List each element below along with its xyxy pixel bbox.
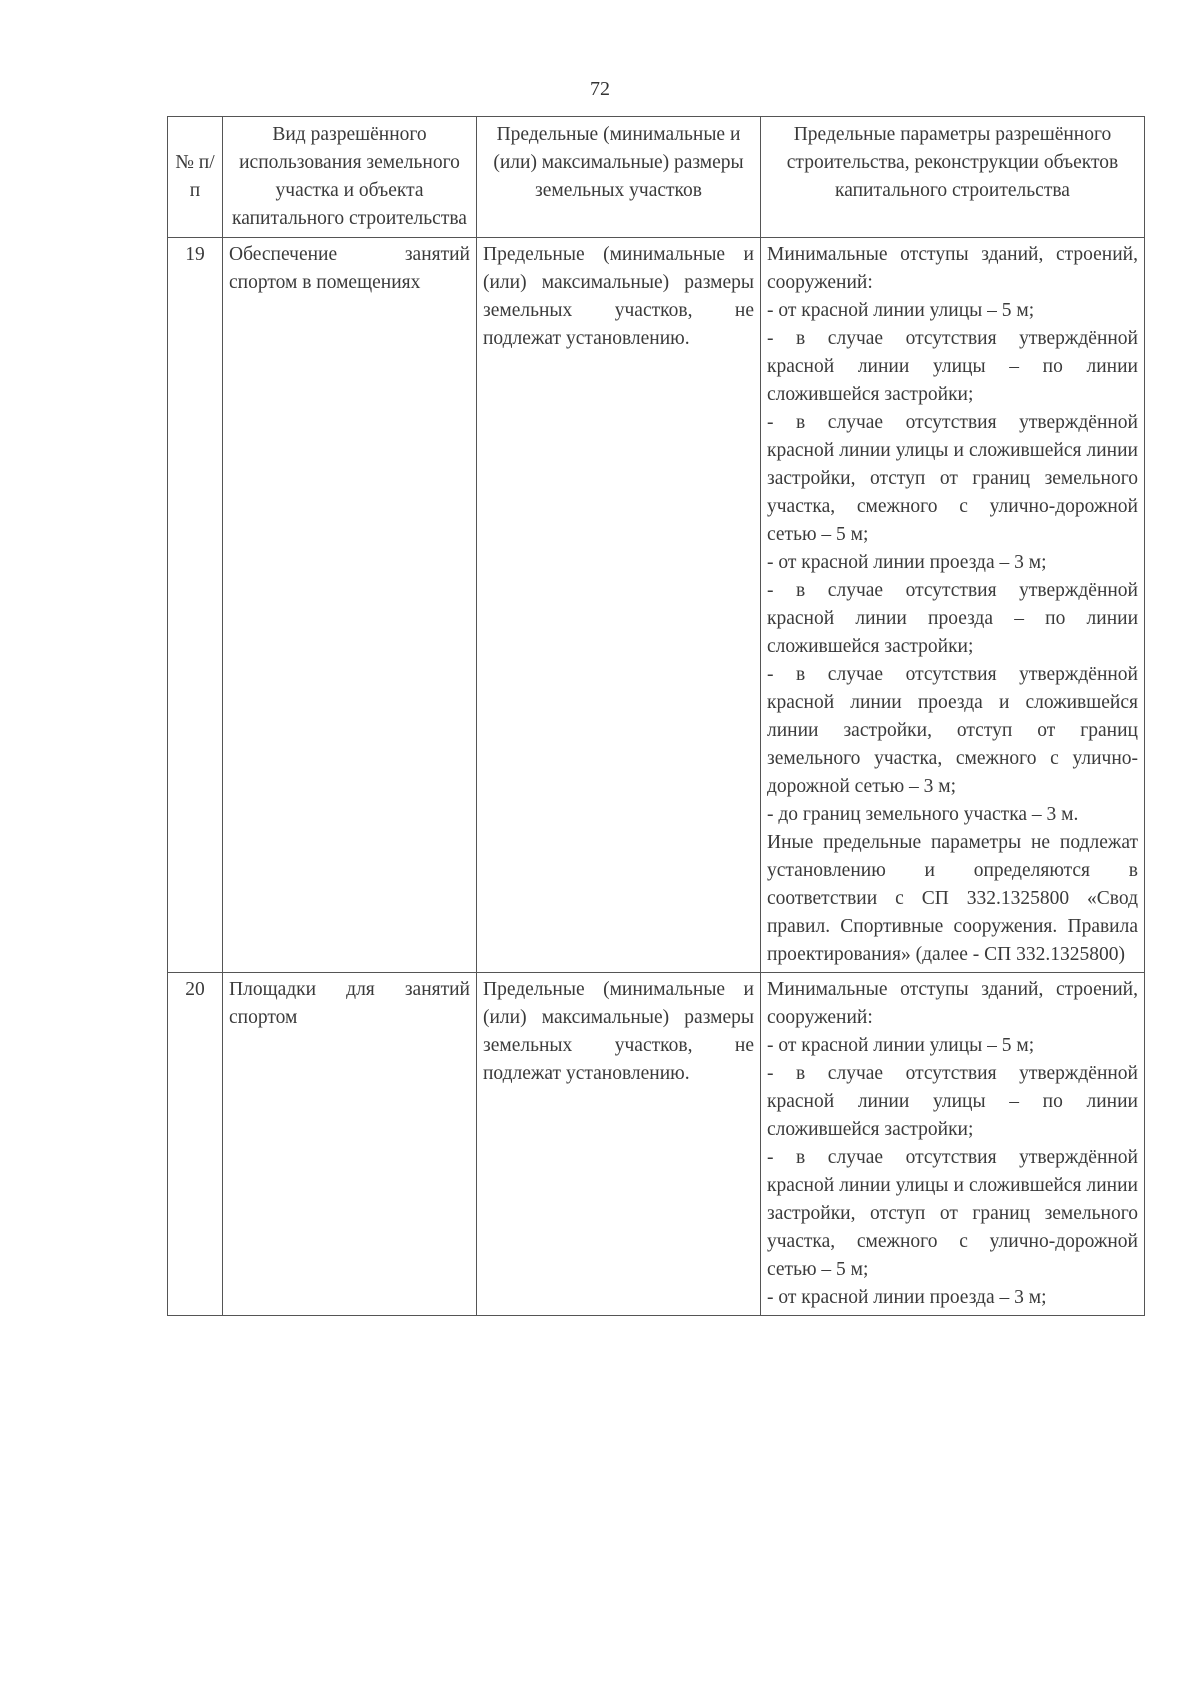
row-use-type: Обеспечение занятий спортом в помещениях [223, 238, 477, 973]
param-line: - в случае отсутствия утверждённой красной линии улицы и сложившейся линии застройки, отступ от границ земельного участка, смежного с улично-дорожной сетью – 5 м; [767, 1147, 1138, 1280]
param-line: - от красной линии проезда – 3 м; [767, 552, 1047, 573]
table-header-row [168, 117, 1145, 238]
table-row [168, 238, 1145, 973]
param-line: Минимальные отступы зданий, строений, сооружений: [767, 979, 1138, 1028]
row-plot-sizes: Предельные (минимальные и (или) максимальные) размеры земельных участков, не подлежат установлению. [477, 973, 761, 1316]
row-build-params [761, 238, 1145, 973]
param-line: - в случае отсутствия утверждённой красной линии проезда – по линии сложившейся застройки; [767, 580, 1138, 657]
param-line: - в случае отсутствия утверждённой красной линии улицы – по линии сложившейся застройки; [767, 1063, 1138, 1140]
row-num: 20 [168, 973, 223, 1316]
page-number: 72 [590, 78, 610, 100]
table-row [168, 973, 1145, 1316]
param-line: - в случае отсутствия утверждённой красной линии улицы – по линии сложившейся застройки; [767, 328, 1138, 405]
param-line: - от красной линии улицы – 5 м; [767, 300, 1035, 321]
header-num: № п/п [168, 117, 223, 238]
param-line: - от красной линии улицы – 5 м; [767, 1035, 1035, 1056]
regulation-table [167, 116, 1145, 1316]
param-line: - в случае отсутствия утверждённой красной линии проезда и сложившейся линии застройки, отступ от границ земельного участка, смежного с улично-дорожной сетью – 3 м; [767, 664, 1138, 797]
header-use-type: Вид разрешённого использования земельного участка и объекта капитального строительства [223, 117, 477, 238]
param-line: - до границ земельного участка – 3 м. [767, 804, 1079, 825]
param-line: Минимальные отступы зданий, строений, сооружений: [767, 244, 1138, 293]
row-plot-sizes: Предельные (минимальные и (или) максимальные) размеры земельных участков, не подлежат установлению. [477, 238, 761, 973]
row-build-params [761, 973, 1145, 1316]
row-use-type: Площадки для занятий спортом [223, 973, 477, 1316]
row-num: 19 [168, 238, 223, 973]
header-build-params: Предельные параметры разрешённого строительства, реконструкции объектов капитального строительства [761, 117, 1145, 238]
param-line: - от красной линии проезда – 3 м; [767, 1287, 1047, 1308]
header-plot-sizes: Предельные (минимальные и (или) максимальные) размеры земельных участков [477, 117, 761, 238]
param-line: Иные предельные параметры не подлежат установлению и определяются в соответствии с СП 332.1325800 «Свод правил. Спортивные сооружения. Правила проектирования» (далее - СП 332.1325800) [767, 832, 1138, 965]
param-line: - в случае отсутствия утверждённой красной линии улицы и сложившейся линии застройки, отступ от границ земельного участка, смежного с улично-дорожной сетью – 5 м; [767, 412, 1138, 545]
